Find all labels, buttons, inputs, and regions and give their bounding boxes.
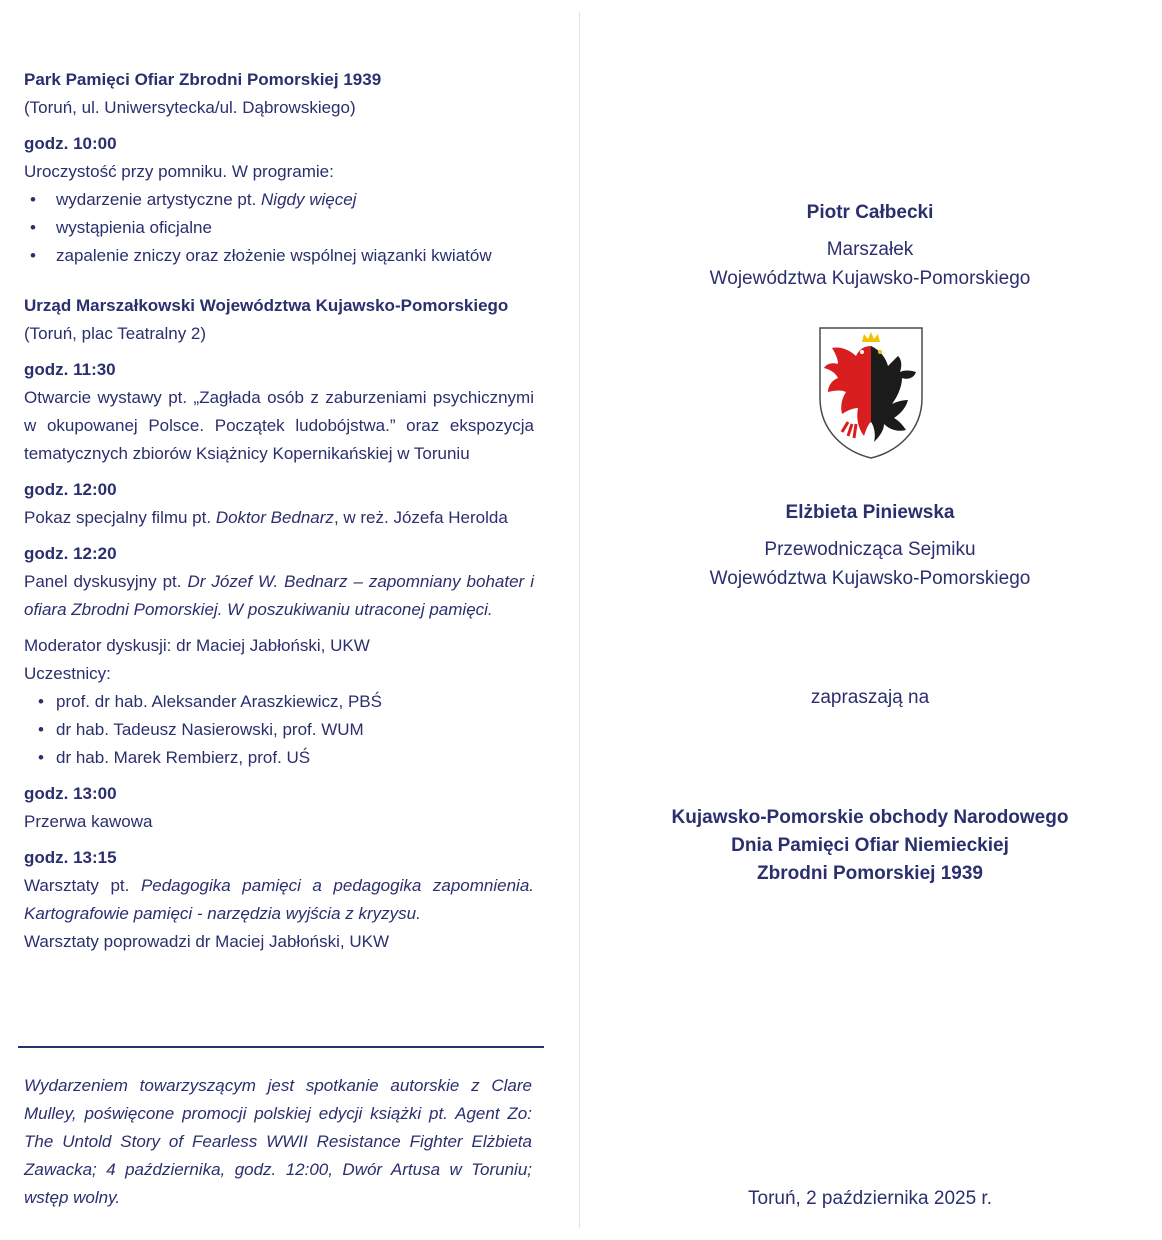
workshop-lead: Warsztaty poprowadzi dr Maciej Jabłoński, UKW <box>24 932 389 951</box>
event-title-line: Dnia Pamięci Ofiar Niemieckiej <box>731 835 1009 856</box>
venue-address: (Toruń, plac Teatralny 2) <box>24 324 207 343</box>
event-description: Przerwa kawowa <box>24 812 153 831</box>
host2-name: Elżbieta Piniewska <box>785 502 955 523</box>
list-item: • prof. dr hab. Aleksander Araszkiewicz, PBŚ <box>24 688 534 716</box>
list-item: • zapalenie zniczy oraz złożenie wspólnej wiązanki kwiatów <box>24 242 534 270</box>
list-item: • dr hab. Tadeusz Nasierowski, prof. WUM <box>24 716 534 744</box>
event-time: godz. 12:20 <box>24 544 117 563</box>
list-item: • wystąpienia oficjalne <box>24 214 534 242</box>
event-time: godz. 11:30 <box>24 360 116 379</box>
venue-address: (Toruń, ul. Uniwersytecka/ul. Dąbrowskiego) <box>24 98 356 117</box>
host2-role: Przewodnicząca Sejmiku <box>764 539 976 560</box>
coat-of-arms-icon <box>818 326 924 460</box>
event-time: godz. 12:00 <box>24 480 117 499</box>
moderator: Moderator dyskusji: dr Maciej Jabłoński, UKW <box>24 636 370 655</box>
divider <box>18 1046 544 1048</box>
place-date: Toruń, 2 października 2025 r. <box>748 1188 992 1209</box>
event-description: Pokaz specjalny filmu pt. Doktor Bednarz, w reż. Józefa Herolda <box>24 508 508 527</box>
list-item: • dr hab. Marek Rembierz, prof. UŚ <box>24 744 534 772</box>
event-title-line: Kujawsko-Pomorskie obchody Narodowego <box>671 807 1069 828</box>
program-list <box>24 186 534 270</box>
host1-role: Województwa Kujawsko-Pomorskiego <box>709 268 1031 289</box>
host2-role: Województwa Kujawsko-Pomorskiego <box>709 568 1031 589</box>
event-time: godz. 13:15 <box>24 848 117 867</box>
participants-label: Uczestnicy: <box>24 664 111 683</box>
event-description: Panel dyskusyjny pt. Dr Józef W. Bednarz – zapomniany bohater i ofiara Zbrodni Pomorskiej. W poszukiwaniu utraconej pamięci. <box>24 572 534 619</box>
event-time: godz. 13:00 <box>24 784 117 803</box>
event-description: Warsztaty pt. Pedagogika pamięci a pedagogika zapomnienia. Kartografowie pamięci - narzędzia wyjścia z kryzysu. <box>24 876 534 923</box>
event-description: Uroczystość przy pomniku. W programie: <box>24 162 334 181</box>
program-panel <box>24 66 534 956</box>
event-description: Otwarcie wystawy pt. „Zagłada osób z zaburzeniami psychicznymi w okupowanej Polsce. Początek ludobójstwa.” oraz ekspozycja tematycznych zbiorów Książnicy Kopernikańskiej w Toruniu <box>24 388 534 463</box>
side-event-note: Wydarzeniem towarzyszącym jest spotkanie autorskie z Clare Mulley, poświęcone promocji polskiej edycji książki pt. Agent Zo: The Untold Story of Fearless WWII Resistance Fighter Elżbieta Zawacka; 4 października, godz. 12:00, Dwór Artusa w Toruniu; wstęp wolny. <box>24 1076 532 1207</box>
host1-name: Piotr Całbecki <box>806 202 934 223</box>
host1-role: Marszałek <box>826 239 914 260</box>
venue-title: Park Pamięci Ofiar Zbrodni Pomorskiej 1939 <box>24 70 382 89</box>
invitation-text: zapraszają na <box>810 687 930 708</box>
venue-title: Urząd Marszałkowski Województwa Kujawsko-Pomorskiego <box>24 296 509 315</box>
event-title-line: Zbrodni Pomorskiej 1939 <box>757 863 983 884</box>
participants-list <box>24 688 534 772</box>
event-time: godz. 10:00 <box>24 134 117 153</box>
fold-line <box>579 12 580 1228</box>
list-item: • wydarzenie artystyczne pt. Nigdy więcej <box>24 186 534 214</box>
